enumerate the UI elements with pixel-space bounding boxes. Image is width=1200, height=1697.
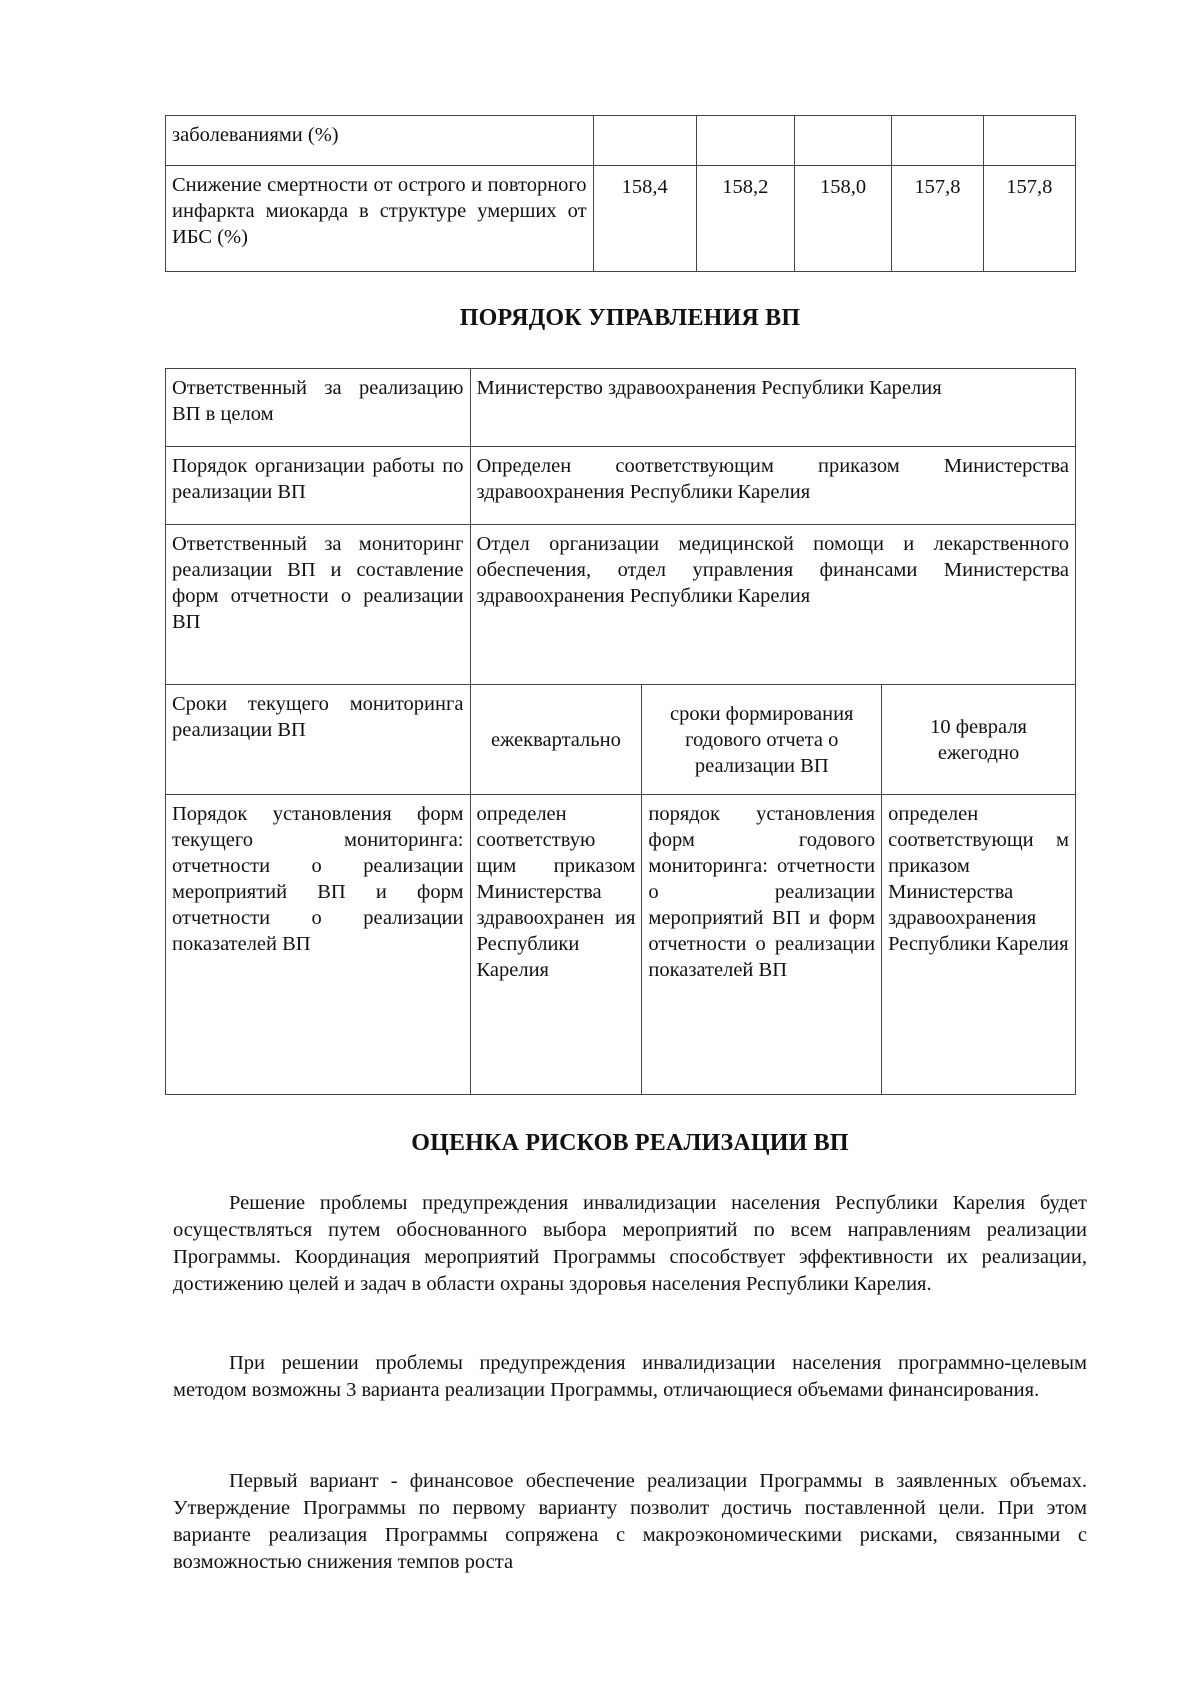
row-value: Определен соответствующим приказом Министерства здравоохранения Республики Карелия [470, 447, 1076, 525]
paragraph: При решении проблемы предупреждения инвалидизации населения программно-целевым методом возможны 3 варианта реализации Программы, отличающиеся объемами финансирования. [173, 1352, 1087, 1401]
indicator-value: 157,8 [892, 166, 983, 272]
table-row [166, 795, 1076, 1095]
row-value: Отдел организации медицинской помощи и лекарственного обеспечения, отдел управления финансами Министерства здравоохранения Республики Карелия [470, 525, 1076, 685]
table-row [166, 116, 1076, 166]
row-cell: определен соответствую щим приказом Министерства здравоохранен ия Республики Карелия [470, 795, 642, 1095]
row-label: Сроки текущего мониторинга реализации ВП [166, 685, 471, 795]
table-row [166, 447, 1076, 525]
indicator-value [794, 116, 891, 166]
table-row [166, 166, 1076, 272]
indicator-value: 158,2 [696, 166, 794, 272]
row-label: Ответственный за мониторинг реализации ВП и составление форм отчетности о реализации ВП [166, 525, 471, 685]
indicator-value: 158,0 [794, 166, 891, 272]
indicator-value [696, 116, 794, 166]
row-label: Порядок организации работы по реализации ВП [166, 447, 471, 525]
table-row [166, 525, 1076, 685]
row-label: Ответственный за реализацию ВП в целом [166, 369, 471, 447]
indicator-value [983, 116, 1075, 166]
row-value: Министерство здравоохранения Республики Карелия [470, 369, 1076, 447]
section-title-management: ПОРЯДОК УПРАВЛЕНИЯ ВП [459, 305, 801, 331]
indicator-label: Снижение смертности от острого и повторного инфаркта миокарда в структуре умерших от ИБС (%) [166, 166, 594, 272]
table-row [166, 685, 1076, 795]
indicator-value [892, 116, 983, 166]
indicator-value [593, 116, 696, 166]
row-cell: определен соответствующи м приказом Министерства здравоохранения Республики Карелия [882, 795, 1076, 1095]
indicator-value: 158,4 [593, 166, 696, 272]
management-table [165, 368, 1076, 1095]
row-cell: ежеквартально [470, 685, 642, 795]
row-cell: сроки формирования годового отчета о реализации ВП [642, 685, 882, 795]
row-label: Порядок установления форм текущего мониторинга: отчетности о реализации мероприятий ВП и форм отчетности о реализации показателей ВП [166, 795, 471, 1095]
paragraph: Решение проблемы предупреждения инвалидизации населения Республики Карелия будет осуществляться путем обоснованного выбора мероприятий по всем направлениям реализации Программы. Координация мероприятий Программы способствует эффективности их реализации, достижению целей и задач в области охраны здоровья населения Республики Карелия. [173, 1192, 1087, 1295]
paragraph: Первый вариант - финансовое обеспечение реализации Программы в заявленных объемах. Утверждение Программы по первому варианту позволит достичь поставленной цели. При этом варианте реализация Программы сопряжена с макроэкономическими рисками, связанными с возможностью снижения темпов роста [173, 1470, 1087, 1573]
section-title-risks: ОЦЕНКА РИСКОВ РЕАЛИЗАЦИИ ВП [411, 1130, 849, 1156]
indicators-table [165, 115, 1076, 272]
table-row [166, 369, 1076, 447]
row-cell: порядок установления форм годового мониторинга: отчетности о реализации мероприятий ВП и форм отчетности о реализации показателей ВП [642, 795, 882, 1095]
row-cell: 10 февраля ежегодно [882, 685, 1076, 795]
indicator-label: заболеваниями (%) [166, 116, 594, 166]
indicator-value: 157,8 [983, 166, 1075, 272]
